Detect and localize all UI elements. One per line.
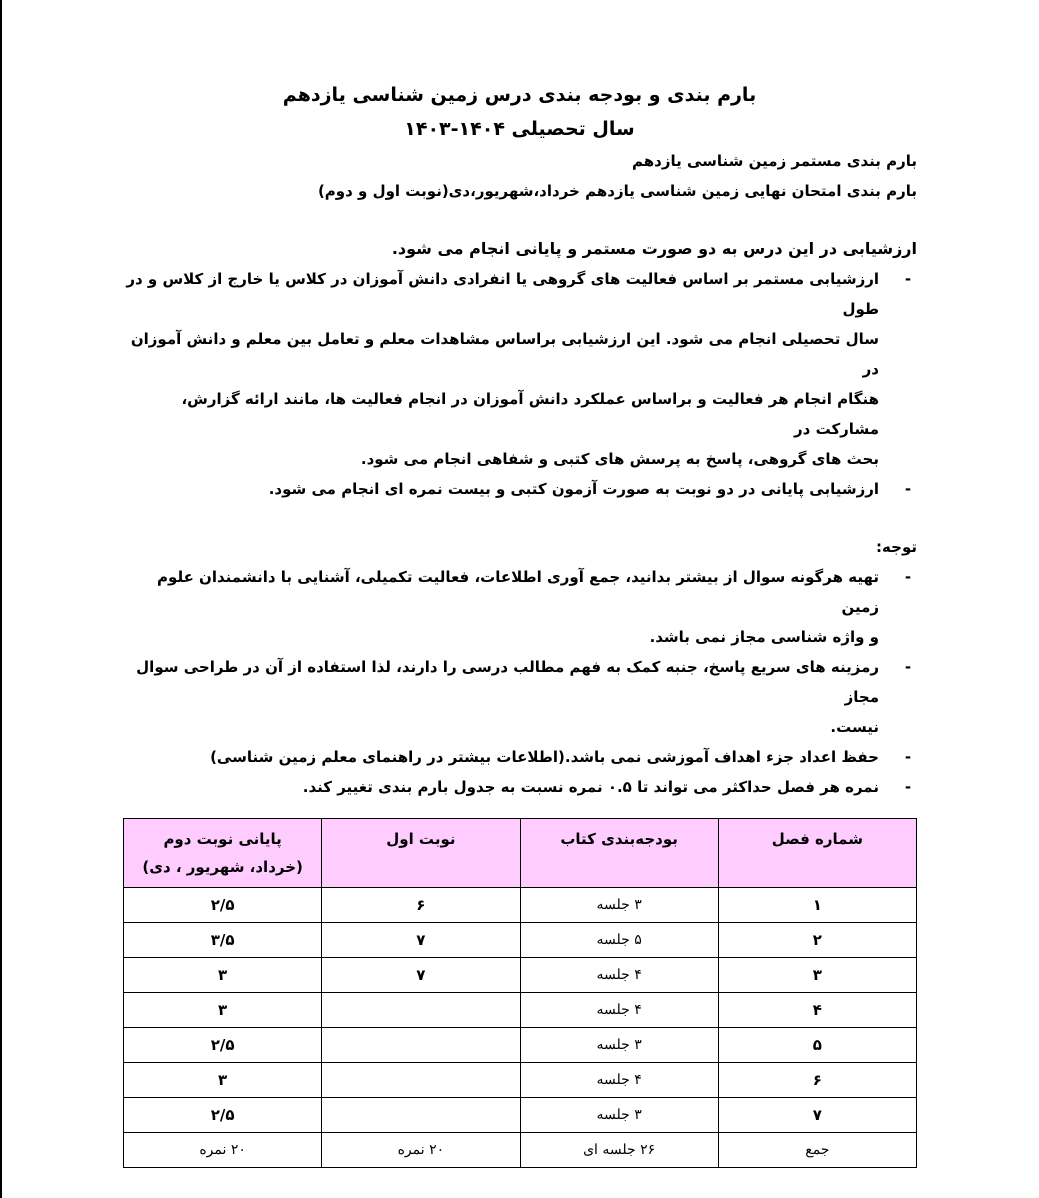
- cell-chapter: ۴: [718, 993, 916, 1028]
- subheading-continuous: بارم بندی مستمر زمین شناسی یازدهم: [632, 152, 917, 170]
- text-line: نمره هر فصل حداکثر می تواند تا ۰.۵ نمره نسبت به جدول بارم بندی تغییر کند.: [302, 778, 879, 796]
- cell-chapter: ۲: [718, 923, 916, 958]
- cell-budget: ۵ جلسه: [520, 923, 718, 958]
- cell-second-term: ۲/۵: [124, 1028, 322, 1063]
- bullet-dash: -: [904, 568, 912, 586]
- note-item-4: [122, 772, 917, 802]
- cell-chapter: ۳: [718, 958, 916, 993]
- document-title: بارم بندی و بودجه بندی درس زمین شناسی یازدهم: [282, 84, 757, 106]
- note-item-3: [122, 742, 917, 772]
- header-second-term: [124, 819, 322, 888]
- table-row: [124, 993, 917, 1028]
- bullet-dash: -: [904, 480, 912, 498]
- text-line: بحث های گروهی، پاسخ به پرسش های کتبی و شفاهی انجام می شود.: [360, 450, 879, 468]
- cell-first-term: [322, 993, 520, 1028]
- table-header-row: [124, 819, 917, 888]
- bullet-dash: -: [904, 270, 912, 288]
- note-item-1: [122, 562, 917, 652]
- cell-total-first-term: ۲۰ نمره: [322, 1133, 520, 1168]
- evaluation-item-final: [122, 474, 917, 504]
- cell-total-label: جمع: [718, 1133, 916, 1168]
- cell-second-term: ۳/۵: [124, 923, 322, 958]
- table-row: [124, 923, 917, 958]
- cell-chapter: ۱: [718, 888, 916, 923]
- bullet-dash: -: [904, 748, 912, 766]
- table-row: [124, 1028, 917, 1063]
- text-line: ارزشیابی پایانی در دو نوبت به صورت آزمون کتبی و بیست نمره ای انجام می شود.: [268, 480, 879, 498]
- cell-first-term: [322, 1063, 520, 1098]
- cell-budget: ۴ جلسه: [520, 1063, 718, 1098]
- cell-budget: ۴ جلسه: [520, 958, 718, 993]
- cell-second-term: ۲/۵: [124, 888, 322, 923]
- table-row: [124, 1063, 917, 1098]
- text-line: نیست.: [830, 718, 879, 736]
- text-line: سال تحصیلی انجام می شود. این ارزشیابی براساس مشاهدات معلم و تعامل بین معلم و دانش آموزان در: [130, 330, 879, 378]
- cell-second-term: ۳: [124, 993, 322, 1028]
- header-second-term-months: (خرداد، شهریور ، دی): [142, 858, 303, 876]
- table-row: [124, 1098, 917, 1133]
- subheading-final-exam: بارم بندی امتحان نهایی زمین شناسی یازدهم خرداد،شهریور،دی(نوبت اول و دوم): [317, 182, 917, 200]
- text-line: هنگام انجام هر فعالیت و براساس عملکرد دانش آموزان در انجام فعالیت ها، مانند ارائه گزارش، مشارکت در: [181, 390, 879, 438]
- cell-second-term: ۳: [124, 958, 322, 993]
- text-line: و واژه شناسی مجاز نمی باشد.: [649, 628, 879, 646]
- cell-total-second-term: ۲۰ نمره: [124, 1133, 322, 1168]
- cell-chapter: ۶: [718, 1063, 916, 1098]
- cell-first-term: ۷: [322, 958, 520, 993]
- table-total-row: [124, 1133, 917, 1168]
- header-chapter: شماره فصل: [718, 819, 916, 888]
- header-book-budget: بودجه‌بندی کتاب: [520, 819, 718, 888]
- page-left-border: [0, 0, 2, 1198]
- evaluation-intro: ارزشیابی در این درس به دو صورت مستمر و پایانی انجام می شود.: [391, 239, 917, 258]
- cell-chapter: ۷: [718, 1098, 916, 1133]
- cell-first-term: [322, 1028, 520, 1063]
- text-line: تهیه هرگونه سوال از بیشتر بدانید، جمع آوری اطلاعات، فعالیت تکمیلی، آشنایی با دانشمندان علوم زمین: [157, 568, 879, 616]
- cell-first-term: [322, 1098, 520, 1133]
- academic-year: سال تحصیلی ۱۴۰۴-۱۴۰۳: [404, 118, 635, 140]
- evaluation-item-continuous: [122, 264, 917, 474]
- cell-budget: ۳ جلسه: [520, 1098, 718, 1133]
- cell-budget: ۴ جلسه: [520, 993, 718, 1028]
- header-second-term-title: پایانی نوبت دوم: [163, 830, 282, 848]
- header-first-term: نوبت اول: [322, 819, 520, 888]
- text-line: ارزشیابی مستمر بر اساس فعالیت های گروهی یا انفرادی دانش آموزان در کلاس یا خارج از کلاس و در طول: [126, 270, 879, 318]
- cell-second-term: ۲/۵: [124, 1098, 322, 1133]
- spacer: [122, 504, 917, 532]
- bullet-dash: -: [904, 778, 912, 796]
- note-label: توجه:: [876, 538, 917, 556]
- cell-budget: ۳ جلسه: [520, 888, 718, 923]
- text-line: رمزینه های سریع پاسخ، جنبه کمک به فهم مطالب درسی را دارند، لذا استفاده از آن در طراحی سوال مجاز: [136, 658, 879, 706]
- note-item-2: [122, 652, 917, 742]
- grading-table: [123, 818, 917, 1168]
- spacer: [122, 206, 917, 234]
- cell-first-term: ۶: [322, 888, 520, 923]
- bullet-dash: -: [904, 658, 912, 676]
- cell-budget: ۳ جلسه: [520, 1028, 718, 1063]
- cell-first-term: ۷: [322, 923, 520, 958]
- table-row: [124, 958, 917, 993]
- cell-second-term: ۳: [124, 1063, 322, 1098]
- table-row: [124, 888, 917, 923]
- cell-chapter: ۵: [718, 1028, 916, 1063]
- cell-total-budget: ۲۶ جلسه ای: [520, 1133, 718, 1168]
- text-line: حفظ اعداد جزء اهداف آموزشی نمی باشد.(اطلاعات بیشتر در راهنمای معلم زمین شناسی): [210, 748, 879, 766]
